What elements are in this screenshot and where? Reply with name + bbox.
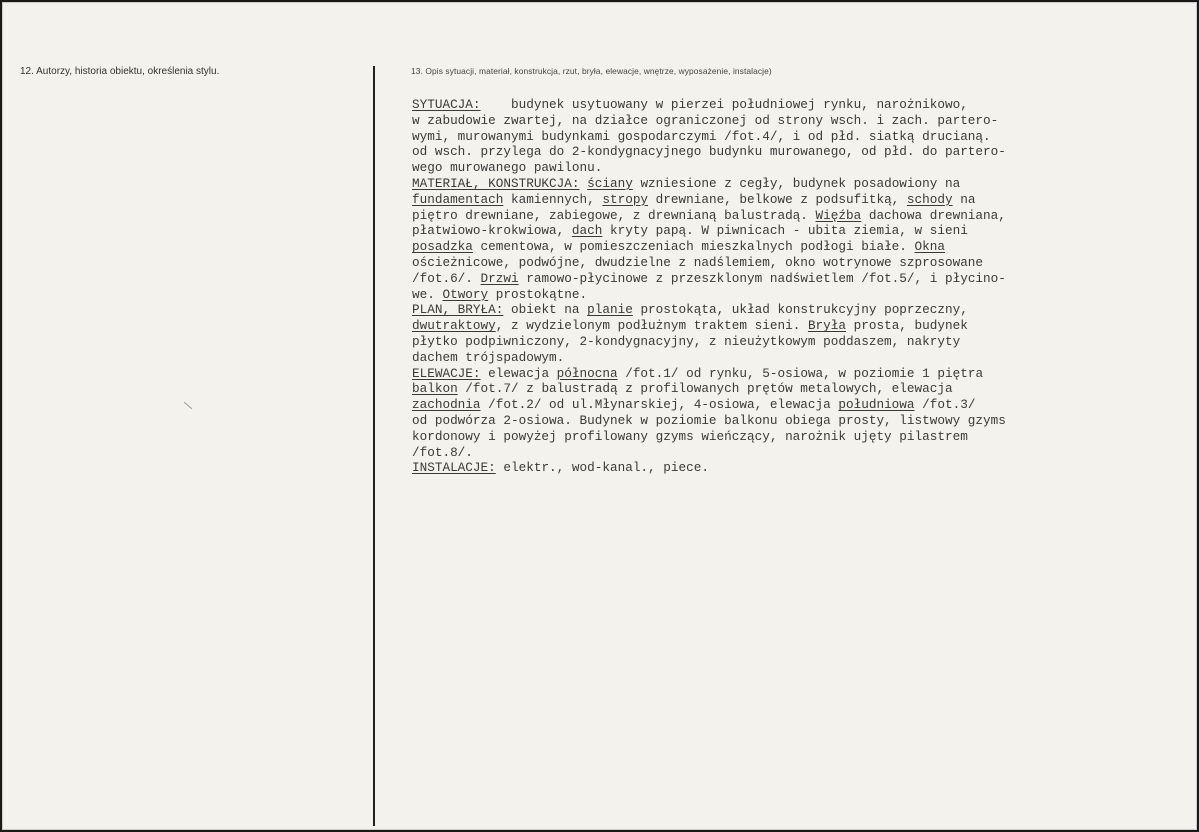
- text-run: piętro drewniane, zabiegowe, z drewnianą balustradą.: [412, 207, 816, 223]
- keyword: dwutraktowy: [412, 318, 496, 334]
- typed-line: [412, 429, 1199, 445]
- keyword: Otwory: [442, 286, 489, 302]
- text-run: /fot.6/.: [412, 270, 481, 286]
- typed-line: [412, 460, 1199, 476]
- text-run: ramowo-płycinowe z przeszklonym nadświetlem /fot.5/, i płycino-: [518, 270, 1006, 286]
- pencil-mark: [184, 402, 192, 409]
- text-run: na: [952, 191, 976, 207]
- right-column-header: 13. Opis sytuacji, materiał, konstrukcja, rzut, bryła, elewacje, wnętrze, wyposażenie, instalacje): [411, 66, 772, 76]
- keyword: południowa: [838, 397, 915, 413]
- typed-line: [412, 366, 1199, 382]
- text-run: /fot.1/ od rynku, 5-osiowa, w poziomie 1 piętra: [617, 365, 984, 381]
- document-sheet: [2, 2, 1197, 830]
- text-run: od podwórza 2-osiowa. Budynek w poziomie balkonu obiega prosty, listwowy gzyms: [412, 412, 1006, 428]
- keyword: MATERIAŁ, KONSTRUKCJA:: [412, 175, 580, 191]
- text-run: wzniesione z cegły, budynek posadowiony na: [632, 175, 961, 191]
- keyword: SYTUACJA:: [412, 97, 481, 112]
- text-run: od wsch. przylega do 2-kondygnacyjnego budynku murowanego, od płd. do partero-: [412, 144, 1006, 160]
- keyword: fundamentach: [412, 191, 504, 207]
- text-run: elektr., wod-kanal., piece.: [495, 460, 709, 476]
- keyword: północna: [556, 365, 618, 381]
- typed-line: [412, 239, 1199, 255]
- text-run: budynek usytuowany w pierzei południowej rynku, narożnikowo,: [480, 97, 968, 112]
- text-run: dachowa drewniana,: [861, 207, 1006, 223]
- typed-line: [412, 271, 1199, 287]
- text-run: kryty papą. W piwnicach - ubita ziemia, w sieni: [602, 223, 968, 239]
- text-run: dachem trójspadowym.: [412, 349, 565, 365]
- text-run: w zabudowie zwartej, na działce ograniczonej od strony wsch. i zach. partero-: [412, 112, 999, 128]
- text-run: wego murowanego pawilonu.: [412, 160, 603, 176]
- text-run: /fot.8/.: [412, 444, 473, 460]
- text-run: , z wydzielonym podłużnym traktem sieni.: [495, 318, 808, 334]
- text-run: prostokąta, układ konstrukcyjny poprzeczny,: [632, 302, 968, 318]
- typed-line: [412, 381, 1199, 397]
- keyword: INSTALACJE:: [412, 460, 496, 476]
- keyword: schody: [906, 191, 953, 207]
- typed-line: [412, 413, 1199, 429]
- keyword: Więźba: [815, 207, 862, 223]
- text-run: obiekt na: [503, 302, 588, 318]
- typed-line: [412, 350, 1199, 366]
- typed-line: [412, 223, 1199, 239]
- text-run: wymi, murowanymi budynkami gospodarczymi /fot.4/, i od płd. siatką drucianą.: [412, 128, 991, 144]
- text-run: /fot.3/: [914, 397, 976, 413]
- text-run: prostokątne.: [488, 286, 588, 302]
- keyword: Bryła: [807, 318, 847, 334]
- keyword: PLAN, BRYŁA:: [412, 302, 504, 318]
- typed-line: [412, 445, 1199, 461]
- typed-description: [412, 97, 1199, 476]
- typed-line: [412, 302, 1199, 318]
- keyword: Drzwi: [480, 270, 519, 286]
- typed-line: [412, 287, 1199, 303]
- keyword: stropy: [602, 191, 649, 207]
- typed-line: [412, 208, 1199, 224]
- typed-line: [412, 255, 1199, 271]
- keyword: zachodnia: [412, 397, 481, 413]
- text-run: ościeżnicowe, podwójne, dwudzielne z nadślemiem, okno wotrynowe szprosowane: [412, 254, 984, 270]
- column-divider: [373, 66, 375, 826]
- keyword: posadzka: [412, 239, 473, 255]
- text-run: kamiennych,: [503, 191, 603, 207]
- keyword: ściany: [587, 175, 633, 191]
- text-run: [580, 176, 588, 191]
- keyword: planie: [587, 302, 633, 318]
- typed-line: [412, 318, 1199, 334]
- typed-line: [412, 176, 1199, 192]
- text-run: /fot.2/ od ul.Młynarskiej, 4-osiowa, elewacja: [480, 397, 839, 413]
- text-run: płytko podpiwniczony, 2-kondygnacyjny, z nieużytkowym poddaszem, nakryty: [412, 333, 961, 349]
- text-run: we.: [412, 286, 443, 302]
- typed-line: [412, 192, 1199, 208]
- keyword: Okna: [914, 239, 945, 255]
- text-run: cementowa, w pomieszczeniach mieszkalnych podłogi białe.: [472, 239, 915, 255]
- typed-line: [412, 129, 1199, 145]
- text-run: prosta, budynek: [846, 318, 968, 334]
- keyword: dach: [571, 223, 603, 239]
- left-column-header: 12. Autorzy, historia obiektu, określenia stylu.: [20, 66, 220, 77]
- typed-line: [412, 97, 1199, 113]
- typed-line: [412, 334, 1199, 350]
- text-run: drewniane, belkowe z podsufitką,: [648, 191, 907, 207]
- text-run: kordonowy i powyżej profilowany gzyms wieńczący, narożnik ujęty pilastrem: [412, 428, 968, 444]
- keyword: balkon: [412, 381, 458, 397]
- text-run: elewacja: [480, 365, 557, 381]
- typed-line: [412, 397, 1199, 413]
- typed-line: [412, 144, 1199, 160]
- typed-line: [412, 160, 1199, 176]
- keyword: ELEWACJE:: [412, 365, 481, 381]
- text-run: płatwiowo-krokwiowa,: [412, 223, 572, 239]
- text-run: /fot.7/ z balustradą z profilowanych prętów metalowych, elewacja: [457, 381, 953, 397]
- typed-line: [412, 113, 1199, 129]
